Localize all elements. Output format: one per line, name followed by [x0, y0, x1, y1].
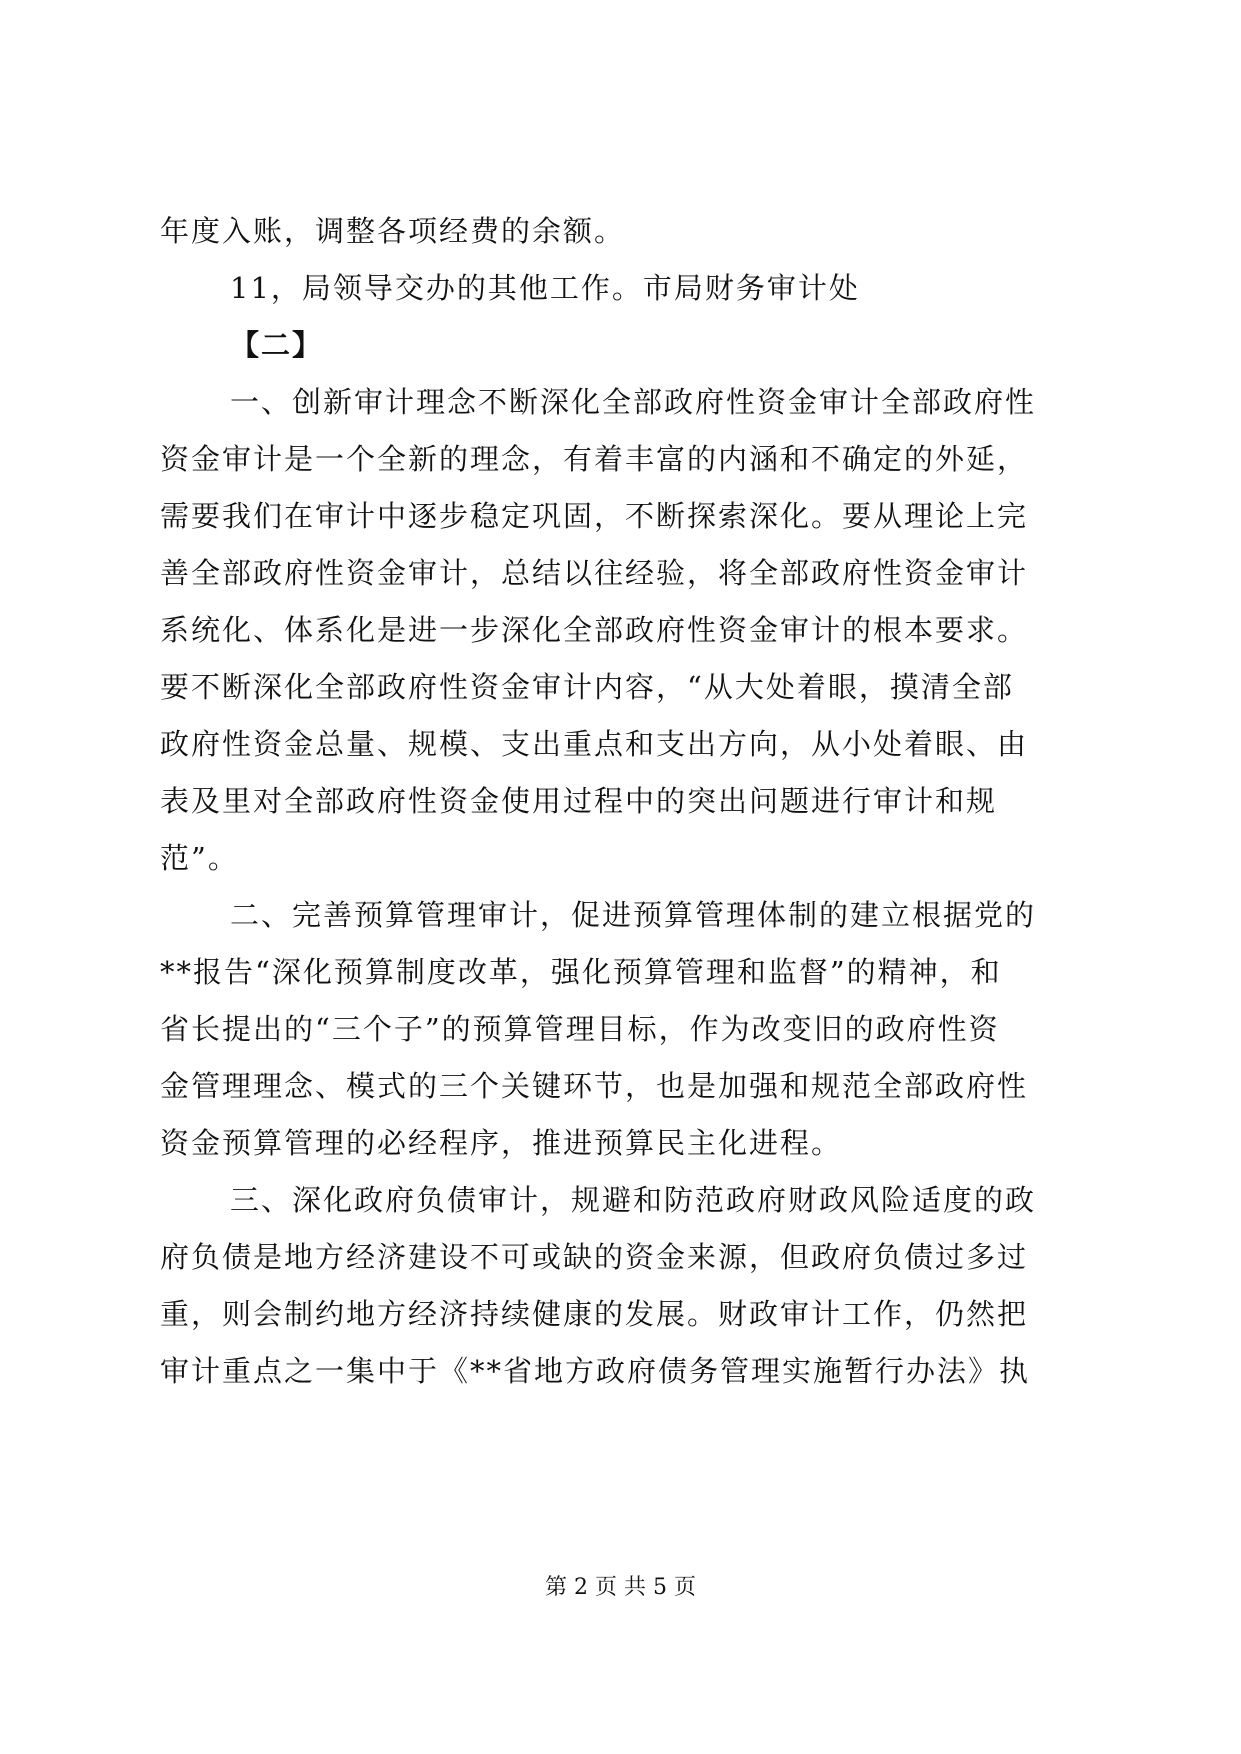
text-line: 审计重点之一集中于《**省地方政府债务管理实施暂行办法》执 — [160, 1354, 1031, 1388]
text-line: 府负债是地方经济建设不可或缺的资金来源，但政府负债过多过 — [160, 1240, 1029, 1274]
text-line: 金管理理念、模式的三个关键环节，也是加强和规范全部政府性 — [160, 1069, 1029, 1103]
text-line: 重，则会制约地方经济持续健康的发展。财政审计工作，仍然把 — [160, 1297, 1029, 1331]
text-line: 年度入账，调整各项经费的余额。 — [160, 214, 626, 248]
text-line: 省长提出的“三个子”的预算管理目标，作为改变旧的政府性资 — [160, 1012, 1000, 1046]
text-line: 系统化、体系化是进一步深化全部政府性资金审计的根本要求。 — [160, 613, 1029, 647]
text-line: 二、完善预算管理审计，促进预算管理体制的建立根据党的 — [230, 898, 1037, 932]
text-line: 一、创新审计理念不断深化全部政府性资金审计全部政府性 — [230, 385, 1037, 419]
text-line: 三、深化政府负债审计，规避和防范政府财政风险适度的政 — [230, 1183, 1037, 1217]
text-line: 11，局领导交办的其他工作。市局财务审计处 — [230, 271, 860, 305]
text-line: 资金预算管理的必经程序，推进预算民主化进程。 — [160, 1126, 843, 1160]
text-line: 需要我们在审计中逐步稳定巩固，不断探索深化。要从理论上完 — [160, 499, 1029, 533]
page-number-footer: 第 2 页 共 5 页 — [545, 1575, 696, 1600]
text-line: **报告“深化预算制度改革，强化预算管理和监督”的精神，和 — [160, 955, 1002, 989]
text-line: 善全部政府性资金审计，总结以往经验，将全部政府性资金审计 — [160, 556, 1029, 590]
section-heading: 【二】 — [230, 328, 324, 362]
text-line: 范”。 — [160, 841, 239, 875]
text-line: 表及里对全部政府性资金使用过程中的突出问题进行审计和规 — [160, 784, 998, 818]
text-line: 政府性资金总量、规模、支出重点和支出方向，从小处着眼、由 — [160, 727, 1029, 761]
text-line: 要不断深化全部政府性资金审计内容，“从大处着眼，摸清全部 — [160, 670, 1014, 704]
text-line: 资金审计是一个全新的理念，有着丰富的内涵和不确定的外延， — [160, 442, 1029, 476]
